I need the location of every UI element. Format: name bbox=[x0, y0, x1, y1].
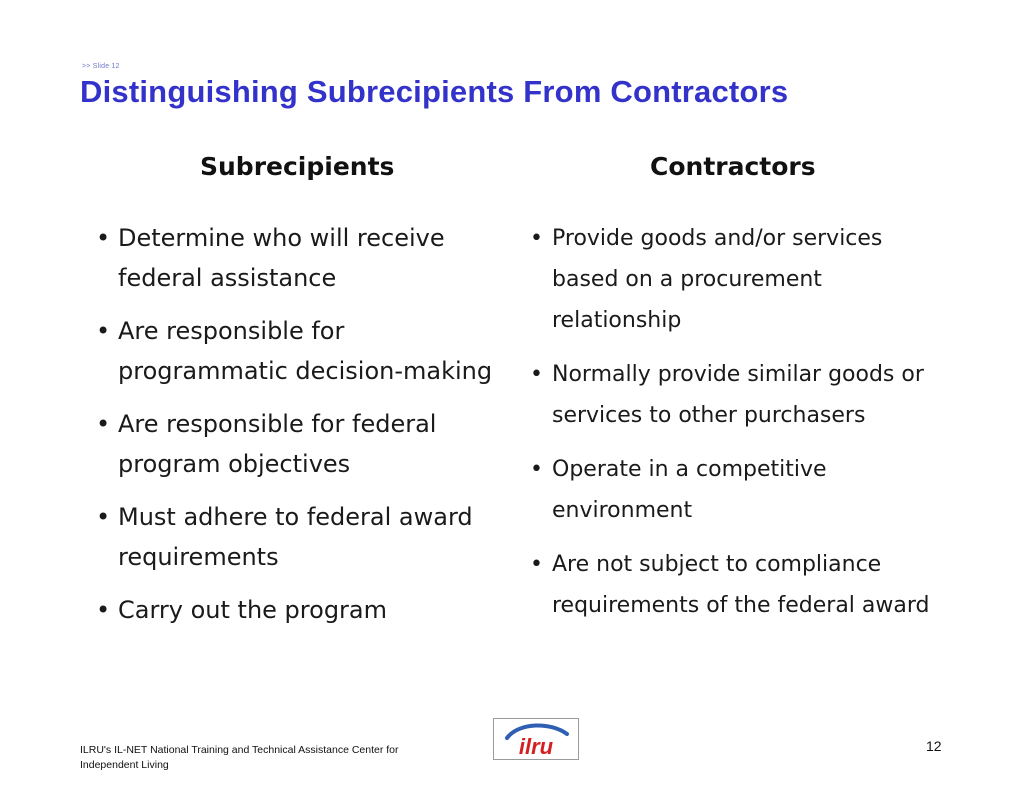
footer-line-1: ILRU's IL-NET National Training and Technical Assistance Center for bbox=[80, 744, 399, 756]
bullet-icon: • bbox=[96, 410, 111, 438]
list-item bbox=[530, 544, 950, 626]
contractors-list bbox=[530, 218, 950, 639]
ilru-logo bbox=[493, 718, 579, 760]
list-item-text: Normally provide similar goods or services to other purchasers bbox=[552, 362, 924, 428]
list-item bbox=[96, 404, 506, 484]
footer-line-2: Independent Living bbox=[80, 759, 169, 771]
list-item bbox=[530, 449, 950, 531]
list-item bbox=[96, 497, 506, 577]
subrecipients-list bbox=[96, 218, 506, 643]
page-number: 12 bbox=[926, 738, 942, 754]
list-item-text: Are not subject to compliance requirements of the federal award bbox=[552, 552, 930, 618]
list-item-text: Determine who will receive federal assistance bbox=[118, 224, 445, 292]
list-item-text: Carry out the program bbox=[118, 596, 388, 624]
slide-number-label: >> Slide 12 bbox=[82, 63, 120, 70]
list-item bbox=[530, 218, 950, 341]
footer-credit bbox=[80, 743, 480, 773]
list-item-text: Must adhere to federal award requirements bbox=[118, 503, 473, 571]
contractors-heading: Contractors bbox=[650, 152, 816, 181]
subrecipients-heading: Subrecipients bbox=[200, 152, 395, 181]
bullet-icon: • bbox=[96, 224, 111, 252]
list-item bbox=[530, 354, 950, 436]
slide-title: Distinguishing Subrecipients From Contractors bbox=[80, 74, 789, 109]
list-item-text: Provide goods and/or services based on a procurement relationship bbox=[552, 226, 883, 333]
bullet-icon: • bbox=[530, 362, 543, 387]
list-item-text: Operate in a competitive environment bbox=[552, 457, 827, 523]
list-item bbox=[96, 311, 506, 391]
list-item bbox=[96, 218, 506, 298]
bullet-icon: • bbox=[96, 503, 111, 531]
list-item bbox=[96, 590, 506, 630]
bullet-icon: • bbox=[530, 457, 543, 482]
bullet-icon: • bbox=[96, 596, 111, 624]
bullet-icon: • bbox=[530, 552, 543, 577]
bullet-icon: • bbox=[96, 317, 111, 345]
bullet-icon: • bbox=[530, 226, 543, 251]
list-item-text: Are responsible for federal program objectives bbox=[118, 410, 437, 478]
list-item-text: Are responsible for programmatic decision-making bbox=[118, 317, 493, 385]
logo-wordmark: ilru bbox=[518, 734, 554, 759]
